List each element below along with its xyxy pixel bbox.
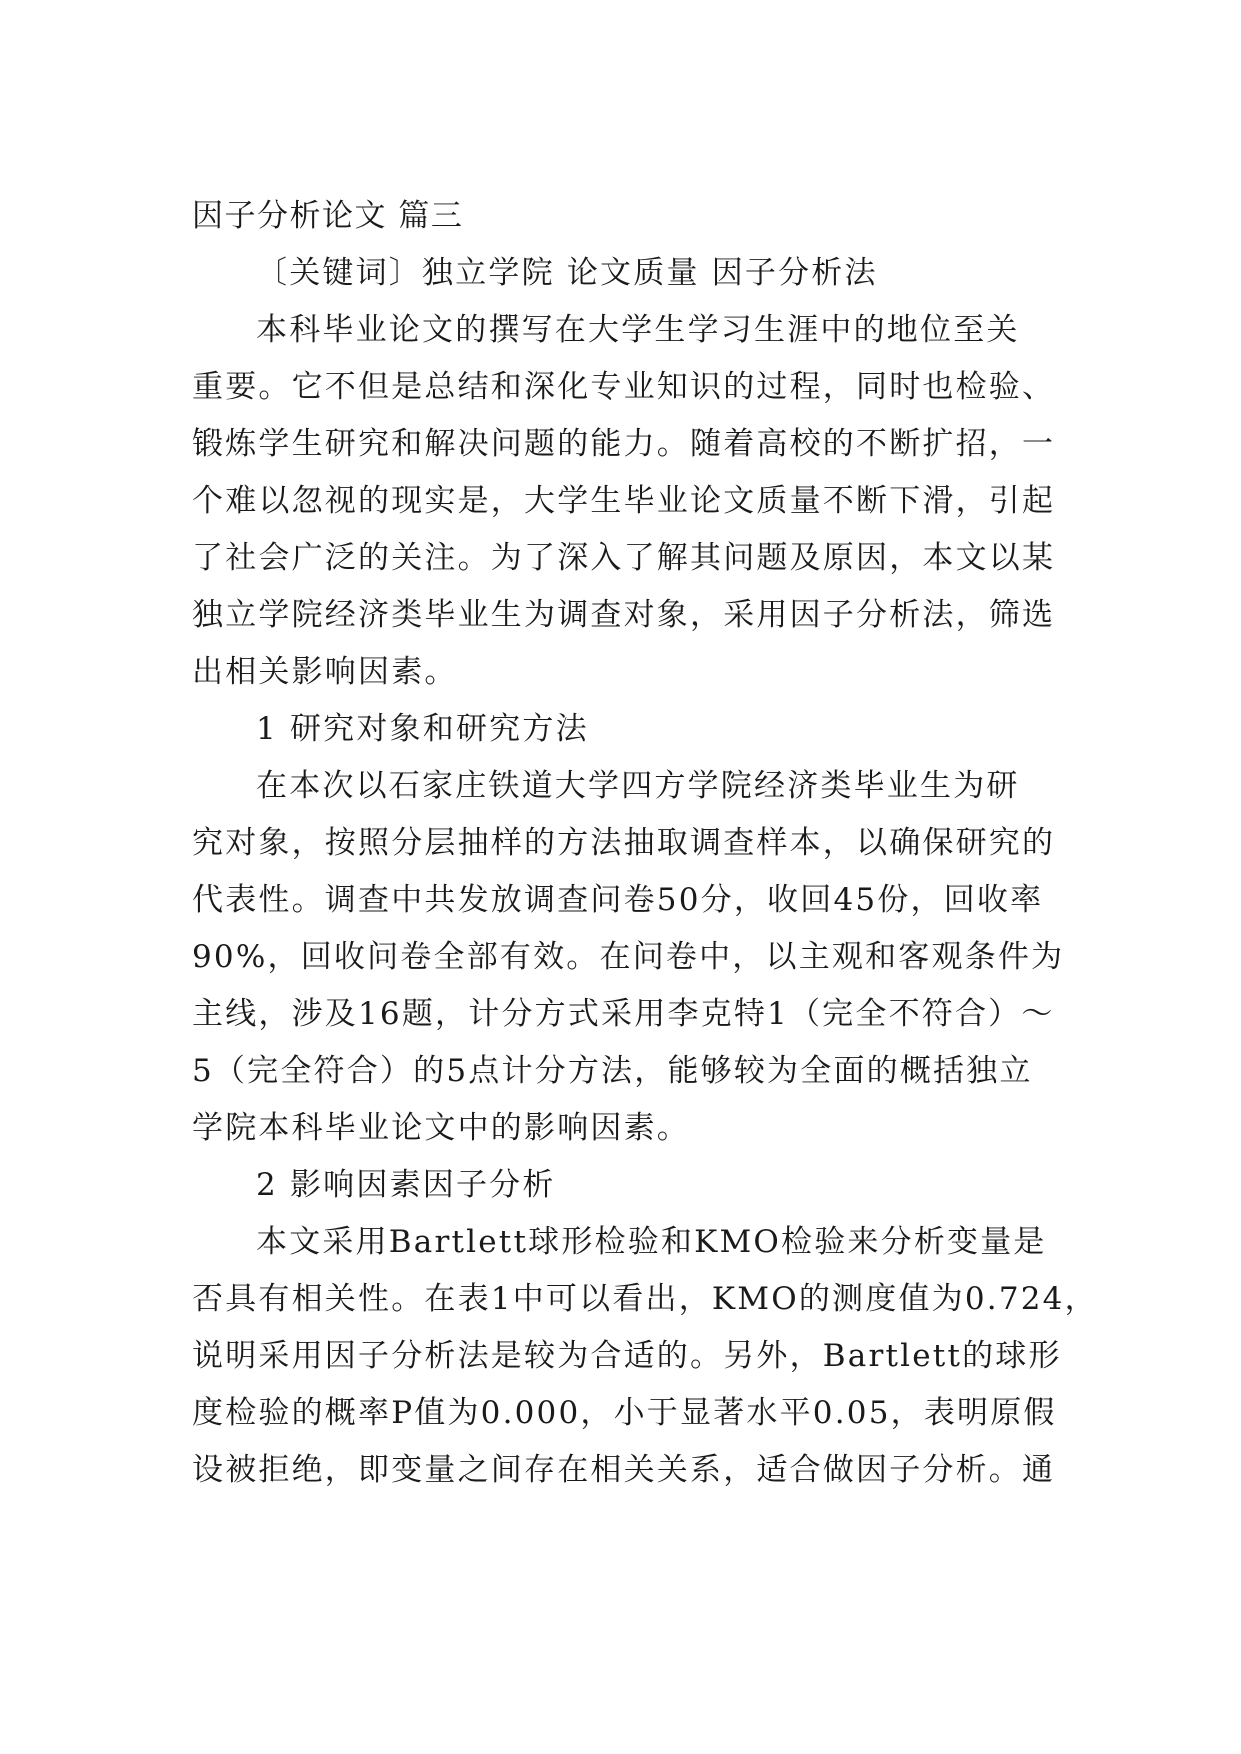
paragraph-line: 90%，回收问卷全部有效。在问卷中，以主观和客观条件为 (192, 939, 1065, 975)
paragraph-line: 独立学院经济类毕业生为调查对象，采用因子分析法，筛选 (192, 597, 1056, 633)
section-heading: 1 研究对象和研究方法 (256, 711, 589, 747)
paragraph-line: 重要。它不但是总结和深化专业知识的过程，同时也检验、 (192, 369, 1056, 405)
paragraph-line: 究对象，按照分层抽样的方法抽取调查样本，以确保研究的 (192, 825, 1056, 861)
paragraph-line: 在本次以石家庄铁道大学四方学院经济类毕业生为研 (256, 768, 1020, 804)
paragraph-line: 个难以忽视的现实是，大学生毕业论文质量不断下滑，引起 (192, 483, 1056, 519)
paragraph-line: 出相关影响因素。 (192, 654, 458, 690)
paragraph-line: 本科毕业论文的撰写在大学生学习生涯中的地位至关 (256, 312, 1020, 348)
paragraph-line: 说明采用因子分析法是较为合适的。另外，Bartlett的球形 (192, 1338, 1062, 1374)
paragraph-line: 本文采用Bartlett球形检验和KMO检验来分析变量是 (256, 1224, 1047, 1260)
paragraph-line: 设被拒绝，即变量之间存在相关关系，适合做因子分析。通 (192, 1452, 1056, 1488)
paragraph-line: 5（完全符合）的5点计分方法，能够较为全面的概括独立 (192, 1053, 1033, 1089)
paragraph-line: 了社会广泛的关注。为了深入了解其问题及原因，本文以某 (192, 540, 1056, 576)
section-heading: 2 影响因素因子分析 (256, 1167, 556, 1203)
paragraph-line: 否具有相关性。在表1中可以看出，KMO的测度值为0.724， (192, 1281, 1098, 1317)
paragraph-line: 学院本科毕业论文中的影响因素。 (192, 1110, 690, 1146)
paragraph-line: 锻炼学生研究和解决问题的能力。随着高校的不断扩招，一 (192, 426, 1056, 462)
paragraph-line: 代表性。调查中共发放调查问卷50分，收回45份，回收率 (192, 882, 1044, 918)
keywords-line: 〔关键词〕独立学院 论文质量 因子分析法 (256, 255, 878, 291)
paragraph-line: 度检验的概率P值为0.000，小于显著水平0.05，表明原假 (192, 1395, 1057, 1431)
document-title: 因子分析论文 篇三 (192, 198, 464, 234)
paragraph-line: 主线，涉及16题，计分方式采用李克特1（完全不符合）～ (192, 996, 1055, 1032)
